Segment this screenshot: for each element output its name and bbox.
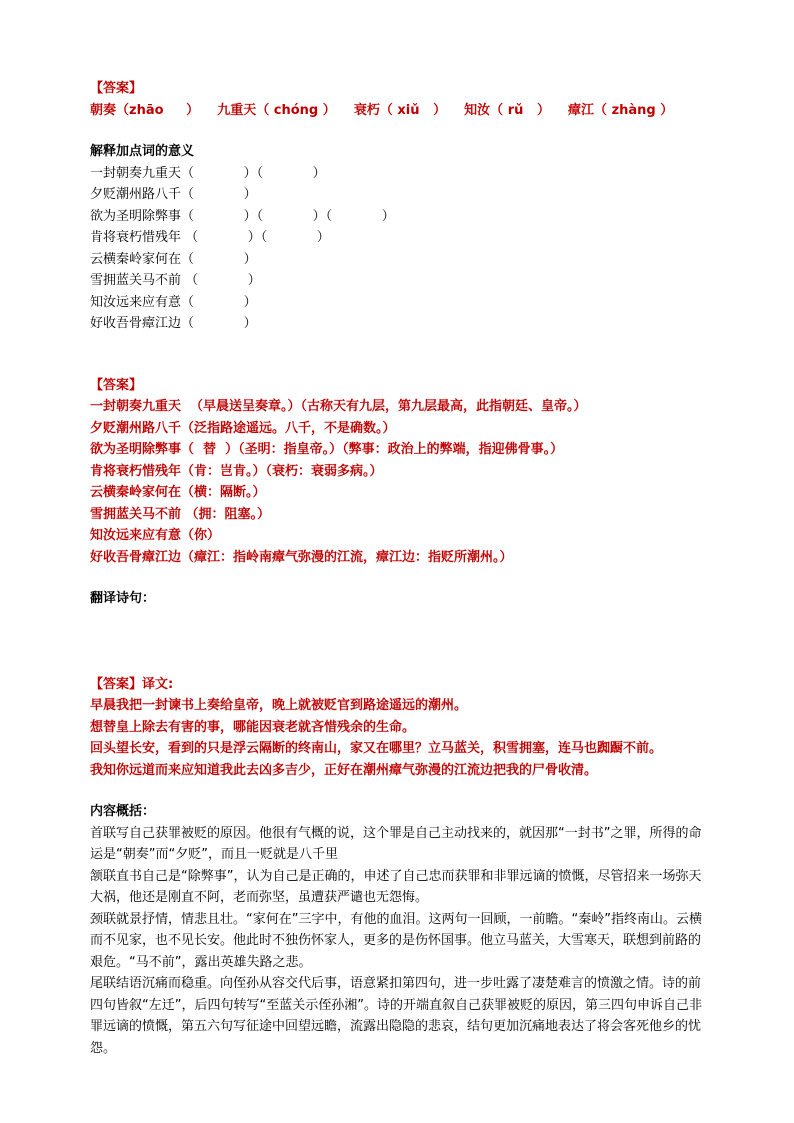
translation-line: 回头望长安，看到的只是浮云隔断的终南山，家又在哪里？立马蓝关，积雪拥塞，连马也踟蹰不前。 [90,741,663,756]
question-item: 好收吾骨瘴江边（ ） [90,316,257,331]
summary-paragraph: 颈联就景抒情，情悲且壮。“家何在”三字中，有他的血泪。这两句一回顾，一前瞻。“秦岭”指终南山。云横而不见家，也不见长安。他此时不独伤怀家人，更多的是伤怀国事。他立马蓝关，大雪寒天，联想到前路的艰危。“马不前”，露出英雄失路之悲。 [90,911,702,970]
answer-item: 夕贬潮州路八千（泛指路途遥远。八千，不是确数。） [90,420,396,436]
answer-list-meaning [90,396,710,568]
summary-paragraph: 颔联直书自己是“除弊事”，认为自己是正确的，申述了自己忠而获罪和非罪远谪的愤慨，尽管招来一场弥天大祸，他还是刚直不阿，老而弥坚，虽遭获严谴也无怨悔。 [90,868,702,905]
question-item: 知汝远来应有意（ ） [90,294,257,310]
answer-item: 知汝远来应有意（你） [90,528,221,543]
translation-list [90,695,710,781]
question-item: 云横秦岭家何在（ ） [90,251,257,267]
translation-line: 想替皇上除去有害的事，哪能因衰老就吝惜残余的生命。 [90,719,416,735]
question-heading-meaning: 解释加点词的意义 [90,144,195,159]
document-page [90,78,710,1059]
question-heading-summary: 内容概括： [90,804,156,819]
summary-paragraph: 尾联结语沉痛而稳重。向侄孙从容交代后事，语意紧扣第四句，进一步吐露了凄楚难言的愤激之情。诗的前四句皆叙“左迁”，后四句转写“至蓝关示侄孙湘”。诗的开端直叙自己获罪被贬的原因，第三四句申诉自己非罪远谪的愤慨，第五六句写征途中回望远瞻，流露出隐隐的悲哀，结句更加沉痛地表达了将会客死他乡的忧怨。 [90,976,702,1056]
summary-paragraph: 首联写自己获罪被贬的原因。他很有气概的说，这个罪是自己主动找来的，就因那“一封书”之罪，所得的命运是“朝奏”而“夕贬”，而且一贬就是八千里 [90,825,702,862]
answer-item: 肯将衰朽惜残年（肯：岂肯。）（衰朽：衰弱多病。） [90,463,383,479]
answer-item: 一封朝奏九重天 （早晨送呈奏章。）（古称天有九层，第九层最高，此指朝廷、皇帝。） [90,399,587,414]
answer-label-1: 【答案】 [90,81,143,96]
answer-item: 好收吾骨瘴江边（瘴江：指岭南瘴气弥漫的江流，瘴江边：指贬所潮州。） [90,549,513,565]
translation-line: 我知你远道而来应知道我此去凶多吉少，正好在潮州瘴气弥漫的江流边把我的尸骨收清。 [90,762,598,778]
answer-item: 欲为圣明除弊事（ 替 ）（圣明：指皇帝。）（弊事：政治上的弊端，指迎佛骨事。） [90,442,564,457]
answer-label-2: 【答案】 [90,377,143,393]
summary-section [90,823,710,1060]
translation-line: 早晨我把一封谏书上奏给皇帝，晚上就被贬官到路途遥远的潮州。 [90,698,468,713]
answer-item: 云横秦岭家何在（横：隔断。） [90,485,266,500]
question-item: 肯将衰朽惜残年 （ ）（ ） [90,230,330,245]
question-item: 一封朝奏九重天（ ）（ ） [90,165,326,181]
answer-item: 雪拥蓝关马不前 （拥：阻塞。） [90,506,271,522]
question-item: 夕贬潮州路八千（ ） [90,187,257,202]
question-heading-translate: 翻译诗句： [90,591,156,606]
question-item: 雪拥蓝关马不前 （ ） [90,273,261,288]
answer-label-3: 【答案】译文: [90,676,174,692]
pinyin-answer-line: 朝奏（zhāo ） 九重天（ chóng ） 衰朽（ xiǔ ） 知汝（ rǔ ） 瘴江（ zhàng ） [90,102,674,118]
question-list-meaning [90,163,710,335]
question-item: 欲为圣明除弊事（ ）（ ）（ ） [90,208,395,224]
